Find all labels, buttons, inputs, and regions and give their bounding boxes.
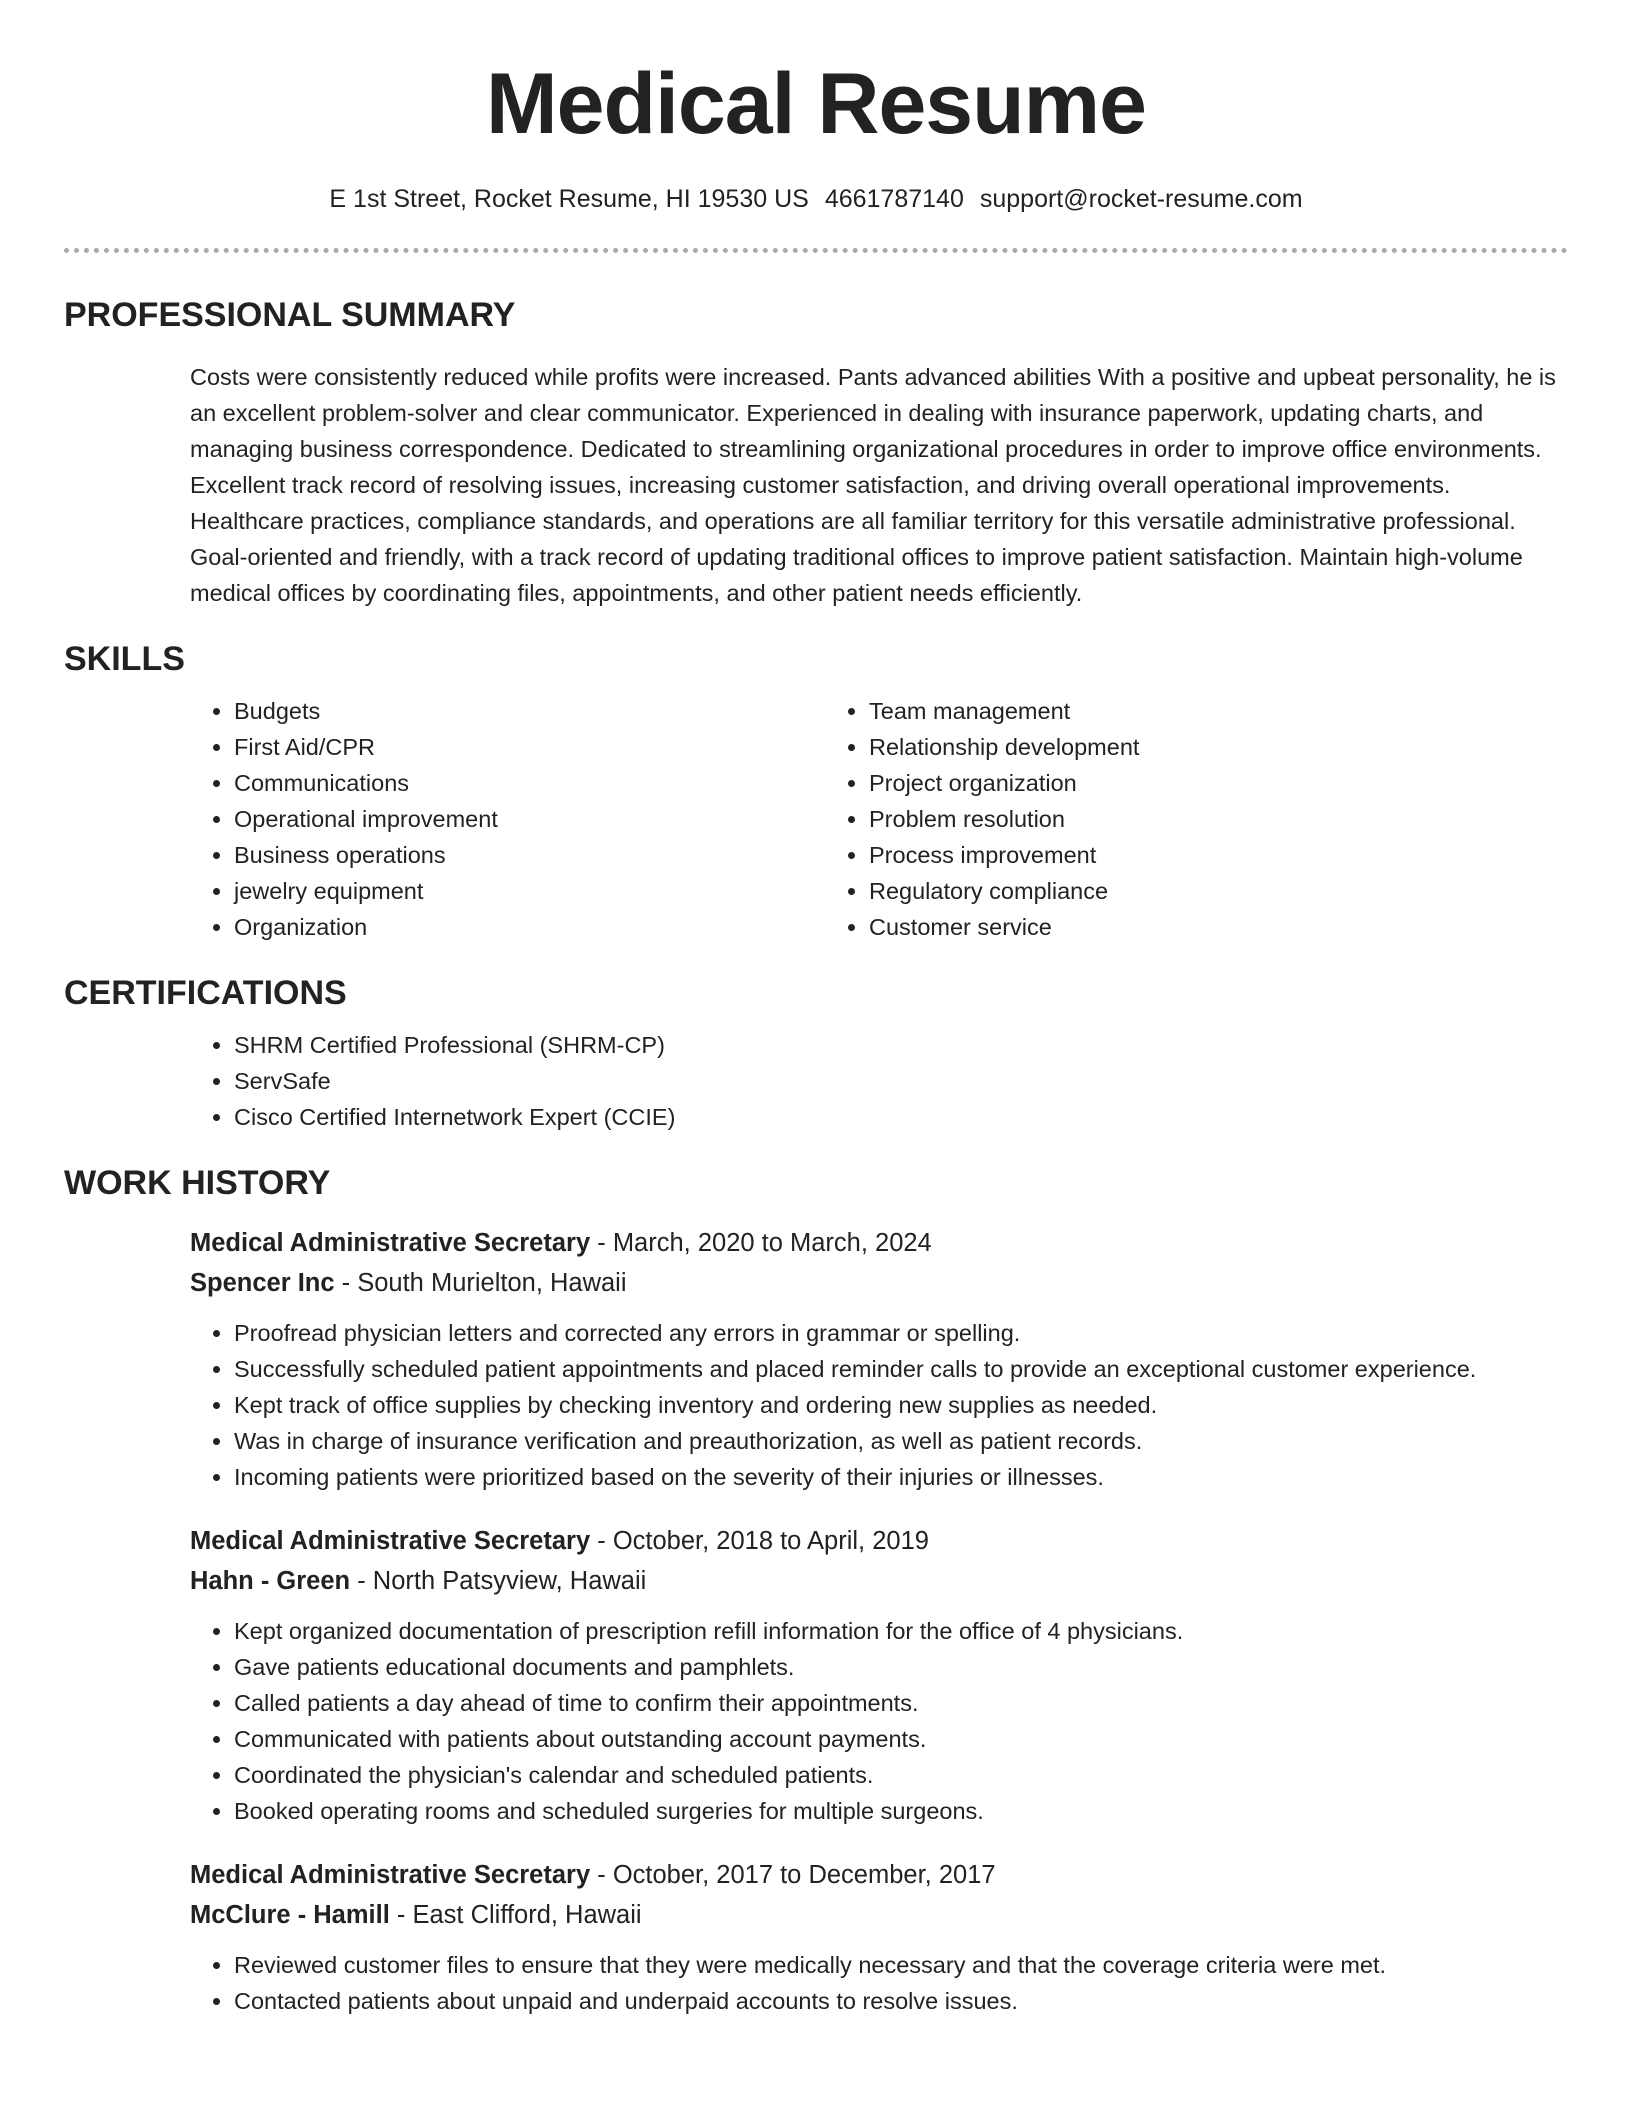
certifications-list xyxy=(190,1027,1568,1135)
contact-phone: 4661787140 xyxy=(824,185,964,213)
certification-item: • SHRM Certified Professional (SHRM-CP) xyxy=(234,1027,1568,1063)
skills-list-left xyxy=(190,693,825,945)
resume-page xyxy=(64,0,1568,2019)
skill-item: • Operational improvement xyxy=(234,801,825,837)
summary-text: Costs were consistently reduced while profits were increased. Pants advanced abilities With a positive and upbeat personality, he is an excellent problem-solver and clear communicator. Experienced in dealing with insurance paperwork, updating charts, and managing business correspondence. Dedicated to streamlining organizational procedures in order to improve office environments. Excellent track record of resolving issues, increasing customer satisfaction, and driving overall operational improvements. Healthcare practices, compliance standards, and operations are all familiar territory for this versatile administrative professional. Goal-oriented and friendly, with a track record of updating traditional offices to improve patient satisfaction. Maintain high-volume medical offices by coordinating files, appointments, and other patient needs efficiently. xyxy=(190,364,1556,606)
job-company-line xyxy=(190,1895,1568,1935)
job-location: - North Patsyview, Hawaii xyxy=(350,1567,647,1595)
work-history-heading: WORK HISTORY xyxy=(64,1164,331,1202)
job-duty: • Kept track of office supplies by checking inventory and ordering new supplies as needed. xyxy=(234,1387,1568,1423)
job-dates: - October, 2017 to December, 2017 xyxy=(590,1861,996,1889)
skill-item: • Project organization xyxy=(869,765,1460,801)
skill-item: • Business operations xyxy=(234,837,825,873)
job-duties xyxy=(190,1947,1568,2019)
job-entry xyxy=(190,1855,1568,2019)
skill-item: • Organization xyxy=(234,909,825,945)
job-duties xyxy=(190,1315,1568,1495)
skill-item: • First Aid/CPR xyxy=(234,729,825,765)
job-duty: • Kept organized documentation of prescription refill information for the office of 4 physicians. xyxy=(234,1613,1568,1649)
job-location: - South Murielton, Hawaii xyxy=(334,1269,627,1297)
job-dates: - October, 2018 to April, 2019 xyxy=(590,1527,929,1555)
job-duty: • Incoming patients were prioritized based on the severity of their injuries or illnesses. xyxy=(234,1459,1568,1495)
job-duty: • Reviewed customer files to ensure that they were medically necessary and that the coverage criteria were met. xyxy=(234,1947,1568,1983)
skills-section xyxy=(64,637,1568,945)
skill-item: • Communications xyxy=(234,765,825,801)
job-company-line xyxy=(190,1263,1568,1303)
certifications-section xyxy=(64,971,1568,1135)
job-role: Medical Administrative Secretary xyxy=(190,1527,591,1555)
job-duty: • Booked operating rooms and scheduled surgeries for multiple surgeons. xyxy=(234,1793,1568,1829)
job-location: - East Clifford, Hawaii xyxy=(389,1901,642,1929)
skills-list-right xyxy=(825,693,1460,945)
job-duties xyxy=(190,1613,1568,1829)
job-dates: - March, 2020 to March, 2024 xyxy=(590,1229,932,1257)
header-divider xyxy=(64,248,1568,253)
contact-line xyxy=(64,182,1568,216)
certifications-heading: CERTIFICATIONS xyxy=(64,974,347,1012)
job-company: Spencer Inc xyxy=(190,1269,335,1297)
job-duty: • Contacted patients about unpaid and underpaid accounts to resolve issues. xyxy=(234,1983,1568,2019)
job-duty: • Called patients a day ahead of time to confirm their appointments. xyxy=(234,1685,1568,1721)
job-company: Hahn - Green xyxy=(190,1567,351,1595)
job-duty: • Gave patients educational documents and pamphlets. xyxy=(234,1649,1568,1685)
skill-item: • Regulatory compliance xyxy=(869,873,1460,909)
job-duty: • Coordinated the physician's calendar and scheduled patients. xyxy=(234,1757,1568,1793)
job-entry xyxy=(190,1521,1568,1829)
job-title-line xyxy=(190,1855,1568,1895)
job-role: Medical Administrative Secretary xyxy=(190,1861,591,1889)
resume-title: Medical Resume xyxy=(486,56,1146,152)
job-company-line xyxy=(190,1561,1568,1601)
skill-item: • Relationship development xyxy=(869,729,1460,765)
job-company: McClure - Hamill xyxy=(190,1901,390,1929)
summary-heading: PROFESSIONAL SUMMARY xyxy=(64,296,516,334)
job-duty: • Communicated with patients about outstanding account payments. xyxy=(234,1721,1568,1757)
job-role: Medical Administrative Secretary xyxy=(190,1229,591,1257)
job-duty: • Proofread physician letters and corrected any errors in grammar or spelling. xyxy=(234,1315,1568,1351)
skill-item: • Budgets xyxy=(234,693,825,729)
certification-item: • ServSafe xyxy=(234,1063,1568,1099)
work-history-section xyxy=(64,1161,1568,2019)
job-title-line xyxy=(190,1521,1568,1561)
skill-item: • Customer service xyxy=(869,909,1460,945)
job-entry xyxy=(190,1223,1568,1495)
skill-item: • Process improvement xyxy=(869,837,1460,873)
skills-heading: SKILLS xyxy=(64,640,185,678)
contact-address: E 1st Street, Rocket Resume, HI 19530 US xyxy=(329,185,809,213)
certification-item: • Cisco Certified Internetwork Expert (CCIE) xyxy=(234,1099,1568,1135)
summary-section xyxy=(64,293,1568,611)
job-duty: • Successfully scheduled patient appointments and placed reminder calls to provide an exceptional customer experience. xyxy=(234,1351,1568,1387)
skills-grid xyxy=(190,693,1568,945)
job-title-line xyxy=(190,1223,1568,1263)
skill-item: • Problem resolution xyxy=(869,801,1460,837)
skill-item: • jewelry equipment xyxy=(234,873,825,909)
contact-email: support@rocket-resume.com xyxy=(979,185,1303,213)
job-duty: • Was in charge of insurance verification and preauthorization, as well as patient records. xyxy=(234,1423,1568,1459)
skill-item: • Team management xyxy=(869,693,1460,729)
